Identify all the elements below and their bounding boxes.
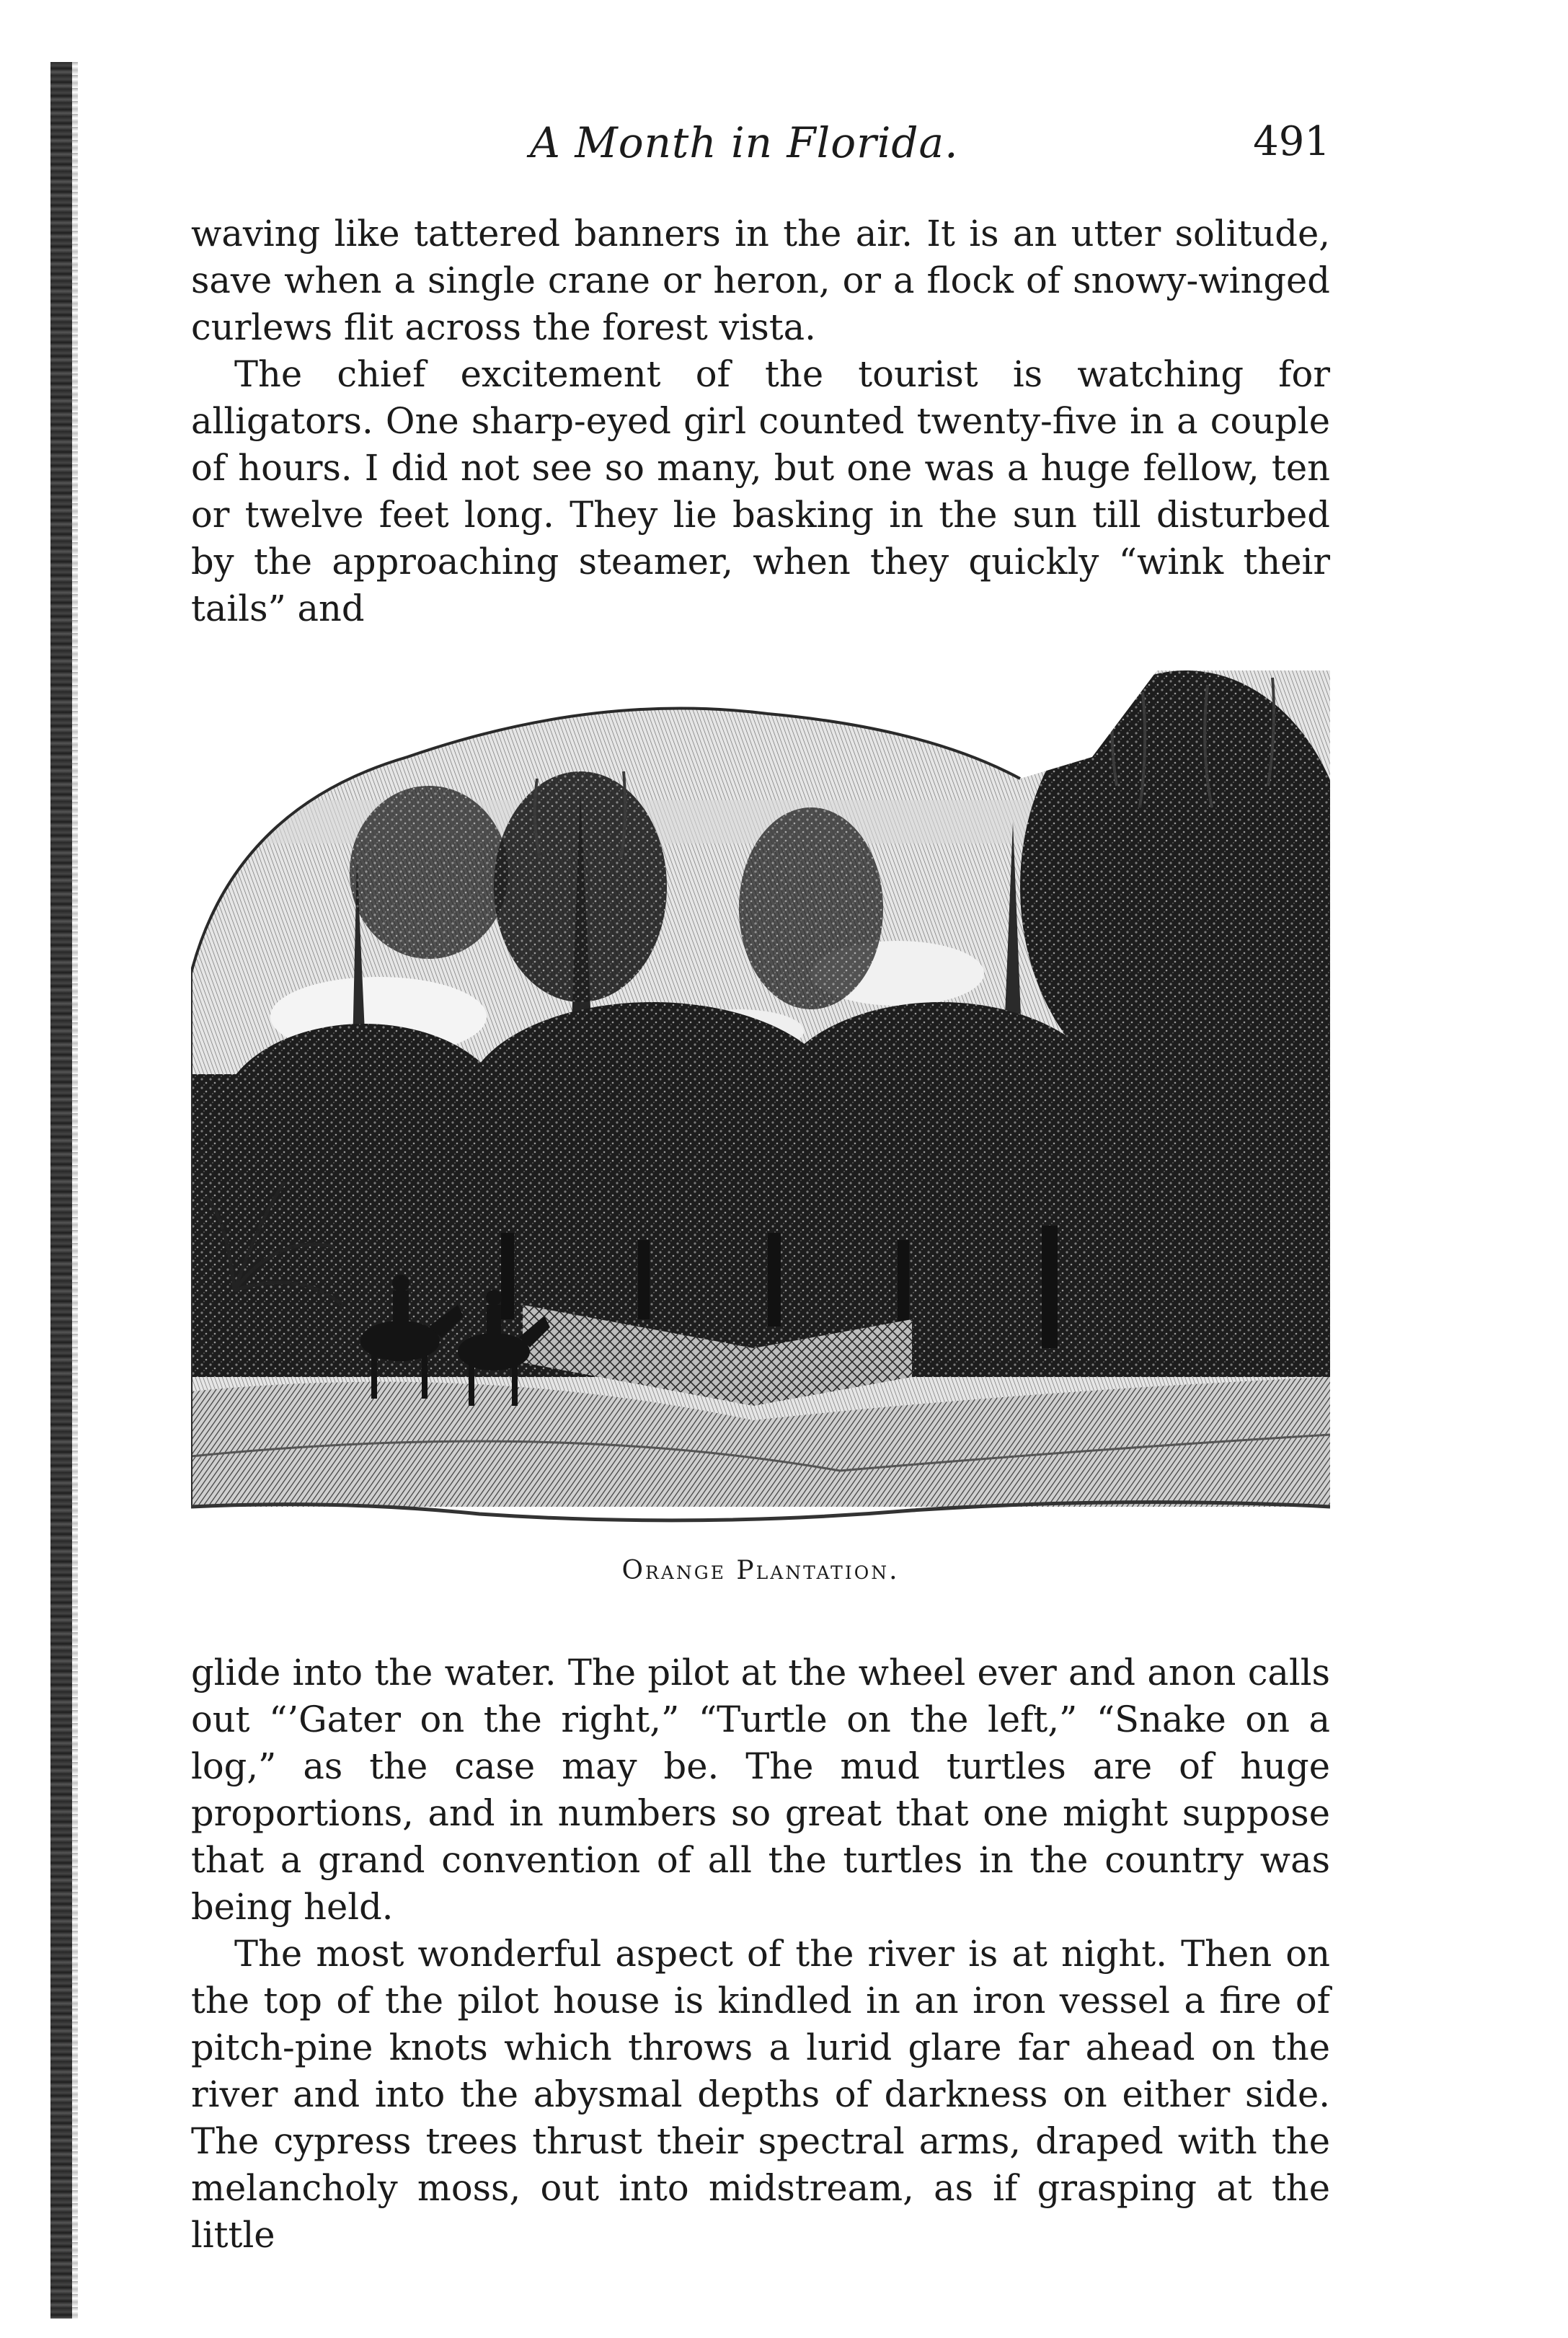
paragraph: The chief excitement of the tourist is watching for alligators. One sharp-eyed girl counted twenty-five in a couple of hours. I did not see so many, but one was a huge fellow, ten or twelve feet long. They lie basking in the sun till disturbed by the approaching steamer, when they quickly “wink their tails” and (191, 353, 1330, 629)
running-head (191, 115, 1330, 180)
engraving-illustration (191, 670, 1330, 1536)
orange-plantation-engraving (191, 670, 1330, 1564)
figure-caption: Orange Plantation. (621, 1556, 900, 1585)
paragraph: waving like tattered banners in the air. It is an utter solitude, save when a single crane or heron, or a flock of snowy-winged curlews flit across the forest vista. (191, 213, 1330, 348)
running-head-title: A Month in Florida. (530, 118, 959, 167)
paragraph: glide into the water. The pilot at the wheel ever and anon calls out “’Gater on the right,” “Turtle on the left,” “Snake on a log,” as the case may be. The mud turtles are of huge proportions, and in numbers so great that one might suppose that a grand convention of all the turtles in the country was being held. (191, 1652, 1330, 1928)
paragraph: The most wonderful aspect of the river is at night. Then on the top of the pilot house is kindled in an iron vessel a fire of pitch-pine knots which throws a lurid glare far ahead on the river and into the abysmal depths of darkness on either side. The cypress trees thrust their spectral arms, draped with the melancholy moss, out into midstream, as if grasping at the little (191, 1933, 1330, 2256)
page-number: 491 (1253, 118, 1330, 165)
book-binding-edge (50, 62, 72, 2319)
text-block-top (191, 211, 1330, 632)
text-block-bottom (191, 1650, 1330, 2259)
